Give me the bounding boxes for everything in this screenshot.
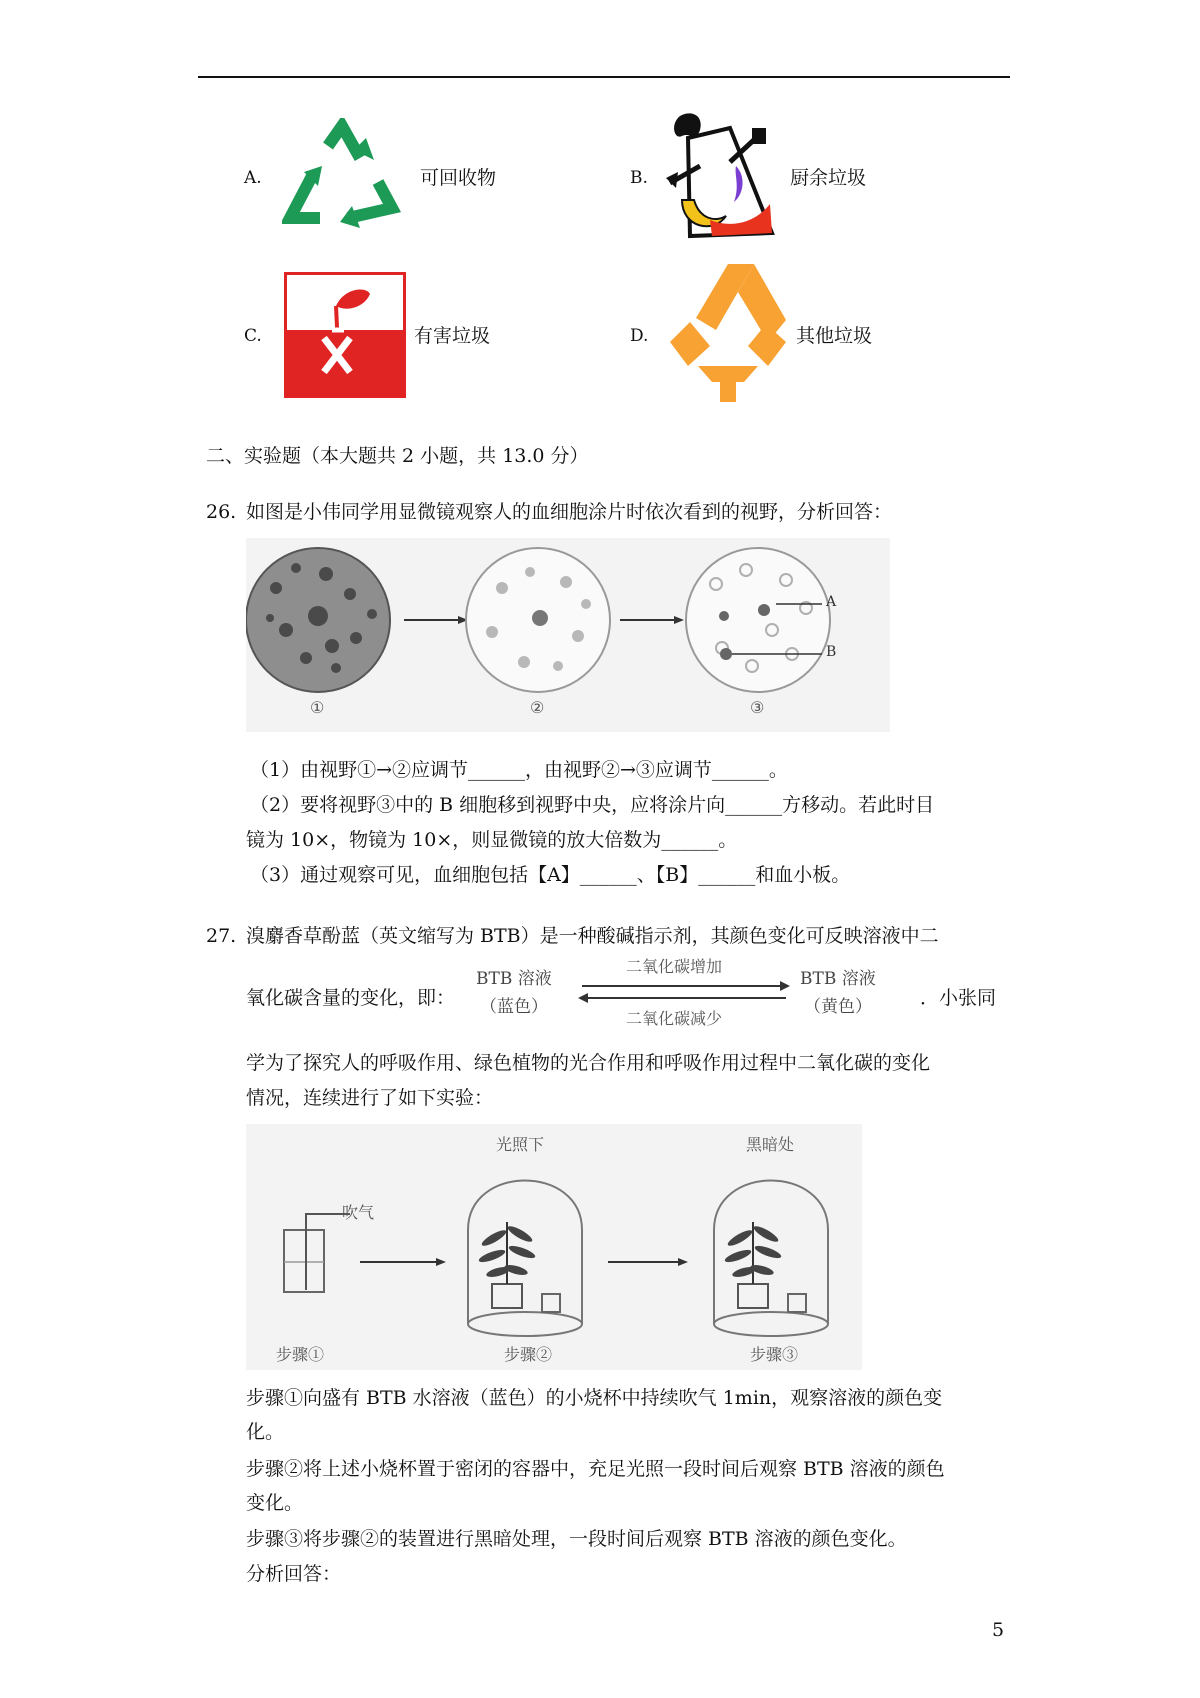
q27-line3: 学为了探究人的呼吸作用、绿色植物的光合作用和呼吸作用过程中二氧化碳的变化 [246, 1052, 931, 1074]
eq-arrow-top: 二氧化碳增加 [626, 957, 723, 976]
experiment-steps-figure [246, 1124, 862, 1370]
q26-number: 26. [206, 501, 237, 523]
q26-sub1: （1）由视野①→②应调节______，由视野②→③应调节______。 [250, 759, 788, 781]
q26-sub3: （3）通过观察可见，血细胞包括【A】______、【B】______和血小板。 [250, 864, 851, 886]
option-a-label: 可回收物 [420, 167, 497, 189]
cell-a-label: A [826, 594, 837, 610]
eq-left-bottom: （蓝色） [480, 997, 548, 1017]
other-waste-icon [668, 262, 788, 404]
q27-number: 27. [206, 925, 237, 947]
view-3-label: ③ [750, 698, 765, 717]
option-b-letter: B. [630, 168, 648, 188]
step1-line1: 步骤①向盛有 BTB 水溶液（蓝色）的小烧杯中持续吹气 1min，观察溶液的颜色变 [246, 1387, 943, 1409]
eq-right-bottom: （黄色） [804, 997, 872, 1017]
step1-line2: 化。 [246, 1421, 285, 1443]
option-b-label: 厨余垃圾 [790, 167, 867, 189]
page-number: 5 [992, 1619, 1005, 1641]
section-heading: 二、实验题（本大题共 2 小题，共 13.0 分） [206, 445, 589, 467]
step2-line1: 步骤②将上述小烧杯置于密闭的容器中，充足光照一段时间后观察 BTB 溶液的颜色 [246, 1458, 945, 1480]
q27-line2-pre: 氧化碳含量的变化，即： [246, 987, 456, 1009]
step3-line: 步骤③将步骤②的装置进行黑暗处理，一段时间后观察 BTB 溶液的颜色变化。 [246, 1528, 907, 1550]
q26-sub2-line1: （2）要将视野③中的 B 细胞移到视野中央，应将涂片向______方移动。若此时目 [250, 794, 935, 816]
light-label: 光照下 [496, 1135, 545, 1154]
option-d-label: 其他垃圾 [796, 325, 873, 347]
option-a-letter: A. [244, 168, 262, 188]
analysis-prompt: 分析回答： [246, 1563, 342, 1585]
step1-label: 步骤① [276, 1345, 325, 1364]
eq-arrow-bottom: 二氧化碳减少 [626, 1009, 723, 1028]
option-c-label: 有害垃圾 [414, 325, 491, 347]
view-2-label: ② [530, 698, 545, 717]
eq-right-top: BTB 溶液 [800, 969, 876, 989]
recycle-triangle-icon [282, 118, 402, 236]
hazardous-waste-icon [284, 272, 406, 398]
option-d-letter: D. [630, 326, 649, 346]
option-c-letter: C. [244, 326, 262, 346]
q27-line2-post: ．小张同 [920, 987, 997, 1009]
header-rule [198, 76, 1010, 78]
dark-label: 黑暗处 [746, 1135, 795, 1154]
btb-equation [466, 957, 896, 1032]
view-1-label: ① [310, 698, 325, 717]
step3-label: 步骤③ [750, 1345, 799, 1364]
eq-left-top: BTB 溶液 [476, 969, 552, 989]
blow-label: 吹气 [342, 1203, 375, 1222]
step2-label: 步骤② [504, 1345, 553, 1364]
eq-reversible-arrow [576, 976, 792, 1006]
q26-sub2-line2: 镜为 10×，物镜为 10×，则显微镜的放大倍数为______。 [246, 829, 738, 851]
kitchen-waste-icon [660, 108, 780, 243]
q27-line4: 情况，连续进行了如下实验： [246, 1087, 494, 1109]
q27-line1: 溴麝香草酚蓝（英文缩写为 BTB）是一种酸碱指示剂，其颜色变化可反映溶液中二 [246, 925, 939, 947]
step2-line2: 变化。 [246, 1492, 304, 1514]
cell-b-label: B [826, 644, 837, 660]
q26-stem: 如图是小伟同学用显微镜观察人的血细胞涂片时依次看到的视野，分析回答： [246, 501, 893, 523]
microscope-views-figure [246, 538, 890, 732]
